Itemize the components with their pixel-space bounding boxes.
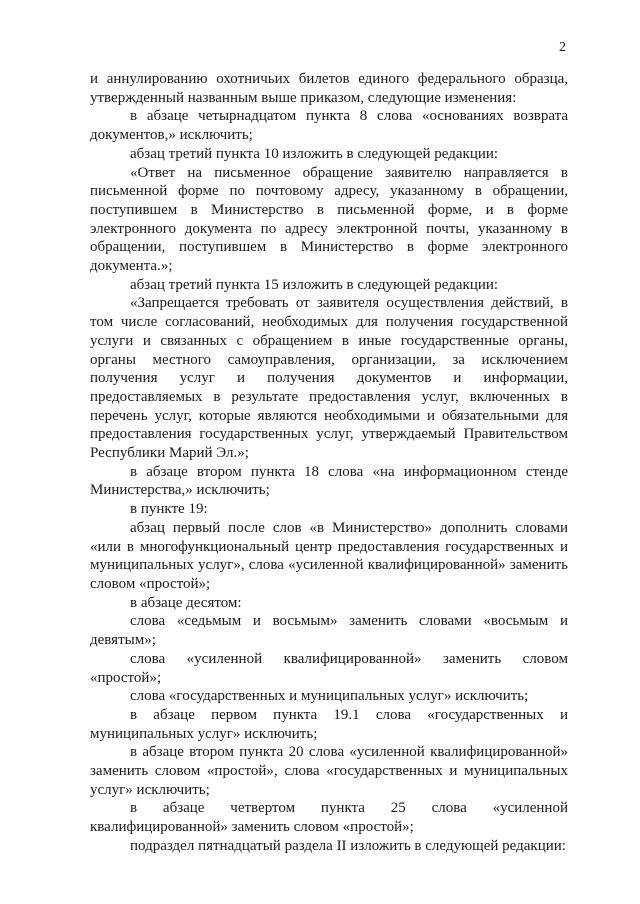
paragraph: и аннулированию охотничьих билетов единого федерального образца, утвержденный названным выше приказом, следующие изменения: [90, 71, 568, 106]
paragraph: в пункте 19: [130, 501, 208, 518]
page-number: 2 [559, 40, 566, 55]
quoted-paragraph: «Ответ на письменное обращение заявителю направляется в письменной форме по почтовому адресу, указанному в обращении, поступившем в Министерство в письменной форме, и в форме электронного документа по адресу электронной почты, указанному в обращении, поступившем в Министерство в форме электронного документа.»; [90, 164, 568, 275]
paragraph: в абзаце четвертом пункта 25 слова «усиленной квалифицированной» заменить словом «простой»; [90, 800, 568, 836]
paragraph: в абзаце первом пункта 19.1 слова «государственных и муниципальных услуг» исключить; [90, 706, 568, 742]
paragraph: в абзаце втором пункта 18 слова «на информационном стенде Министерства,» исключить; [90, 463, 568, 499]
paragraph: абзац третий пункта 15 изложить в следующей редакции: [130, 276, 499, 293]
paragraph: слова «седьмым и восьмым» заменить словами «восьмым и девятым»; [90, 613, 568, 649]
paragraph: слова «государственных и муниципальных услуг» исключить; [130, 688, 529, 705]
document-body [90, 70, 568, 856]
paragraph: в абзаце десятом: [130, 594, 242, 611]
paragraph: подраздел пятнадцатый раздела II изложить в следующей редакции: [130, 837, 566, 854]
paragraph: в абзаце втором пункта 20 слова «усиленной квалифицированной» заменить словом «простой», слова «государственных и муниципальных услуг» исключить; [90, 744, 568, 798]
paragraph: абзац третий пункта 10 изложить в следующей редакции: [130, 145, 499, 162]
quoted-paragraph: «Запрещается требовать от заявителя осуществления действий, в том числе согласований, необходимых для получения государственной услуги и связанных с обращением в иные государственные органы, органы местного самоуправления, организации, за исключением получения услуг и получения документов и информации, предоставляемых в результате предоставления услуг, включенных в перечень услуг, которые являются необходимыми и обязательными для предоставления государственных услуг, утверждаемый Правительством Республики Марий Эл.»; [90, 295, 568, 462]
paragraph: слова «усиленной квалифицированной» заменить словом «простой»; [90, 650, 568, 686]
paragraph: в абзаце четырнадцатом пункта 8 слова «основаниях возврата документов,» исключить; [90, 108, 568, 144]
paragraph: абзац первый после слов «в Министерство» дополнить словами «или в многофункциональный центр предоставления государственных и муниципальных услуг», слова «усиленной квалифицированной» заменить словом «простой»; [90, 519, 568, 592]
